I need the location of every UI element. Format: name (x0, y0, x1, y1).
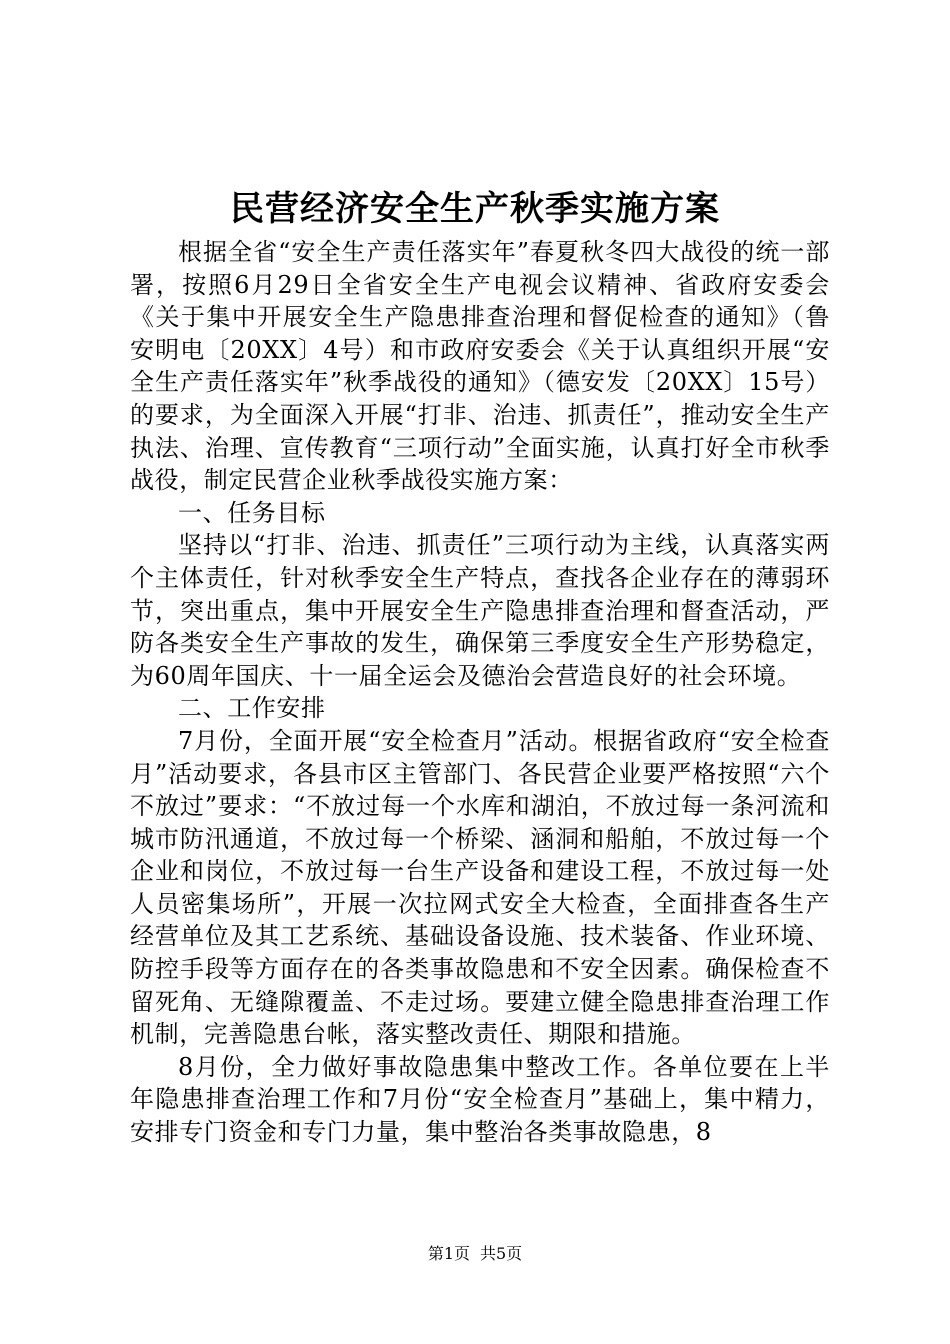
page-footer (0, 1242, 950, 1266)
section-heading-arrangement: 二、工作安排 (178, 694, 326, 723)
paragraph-goals: 坚持以“打非、治违、抓责任”三项行动为主线，认真落实两个主体责任，针对秋季安全生产特点，查找各企业存在的薄弱环节，突出重点，集中开展安全生产隐患排查治理和督查活动，严防各类安全生产事故的发生，确保第三季度安全生产形势稳定，为60周年国庆、十一届全运会及德治会营造良好的社会环境。 (130, 531, 830, 690)
paragraph-intro: 根据全省“安全生产责任落实年”春夏秋冬四大战役的统一部署，按照6月29日全省安全生产电视会议精神、省政府安委会《关于集中开展安全生产隐患排查治理和督促检查的通知》（鲁安明电〔20XX〕4号）和市政府安委会《关于认真组织开展“安全生产责任落实年”秋季战役的通知》（德安发〔20XX〕15号）的要求，为全面深入开展“打非、治违、抓责任”，推动安全生产执法、治理、宣传教育“三项行动”全面实施，认真打好全市秋季战役，制定民营企业秋季战役实施方案： (130, 238, 830, 495)
section-heading-goals: 一、任务目标 (178, 498, 326, 527)
page-number: 第1页 (427, 1244, 470, 1263)
paragraph-august: 8月份，全力做好事故隐患集中整改工作。各单位要在上半年隐患排查治理工作和7月份“安全检查月”基础上，集中精力，安排专门资金和专门力量，集中整治各类事故隐患，8 (130, 1052, 830, 1147)
document-body (130, 236, 830, 1149)
document-title: 民营经济安全生产秋季实施方案 (230, 189, 720, 229)
paragraph-july: 7月份，全面开展“安全检查月”活动。根据省政府“安全检查月”活动要求，各县市区主管部门、各民营企业要严格按照“六个不放过”要求：“不放过每一个水库和湖泊，不放过每一条河流和城市防汛通道，不放过每一个桥梁、涵洞和船舶，不放过每一个企业和岗位，不放过每一台生产设备和建设工程，不放过每一处人员密集场所”，开展一次拉网式安全大检查，全面排查各生产经营单位及其工艺系统、基础设备设施、技术装备、作业环境、防控手段等方面存在的各类事故隐患和不安全因素。确保检查不留死角、无缝隙覆盖、不走过场。要建立健全隐患排查治理工作机制，完善隐患台帐，落实整改责任、期限和措施。 (130, 726, 830, 1049)
page-total: 共5页 (480, 1244, 523, 1263)
